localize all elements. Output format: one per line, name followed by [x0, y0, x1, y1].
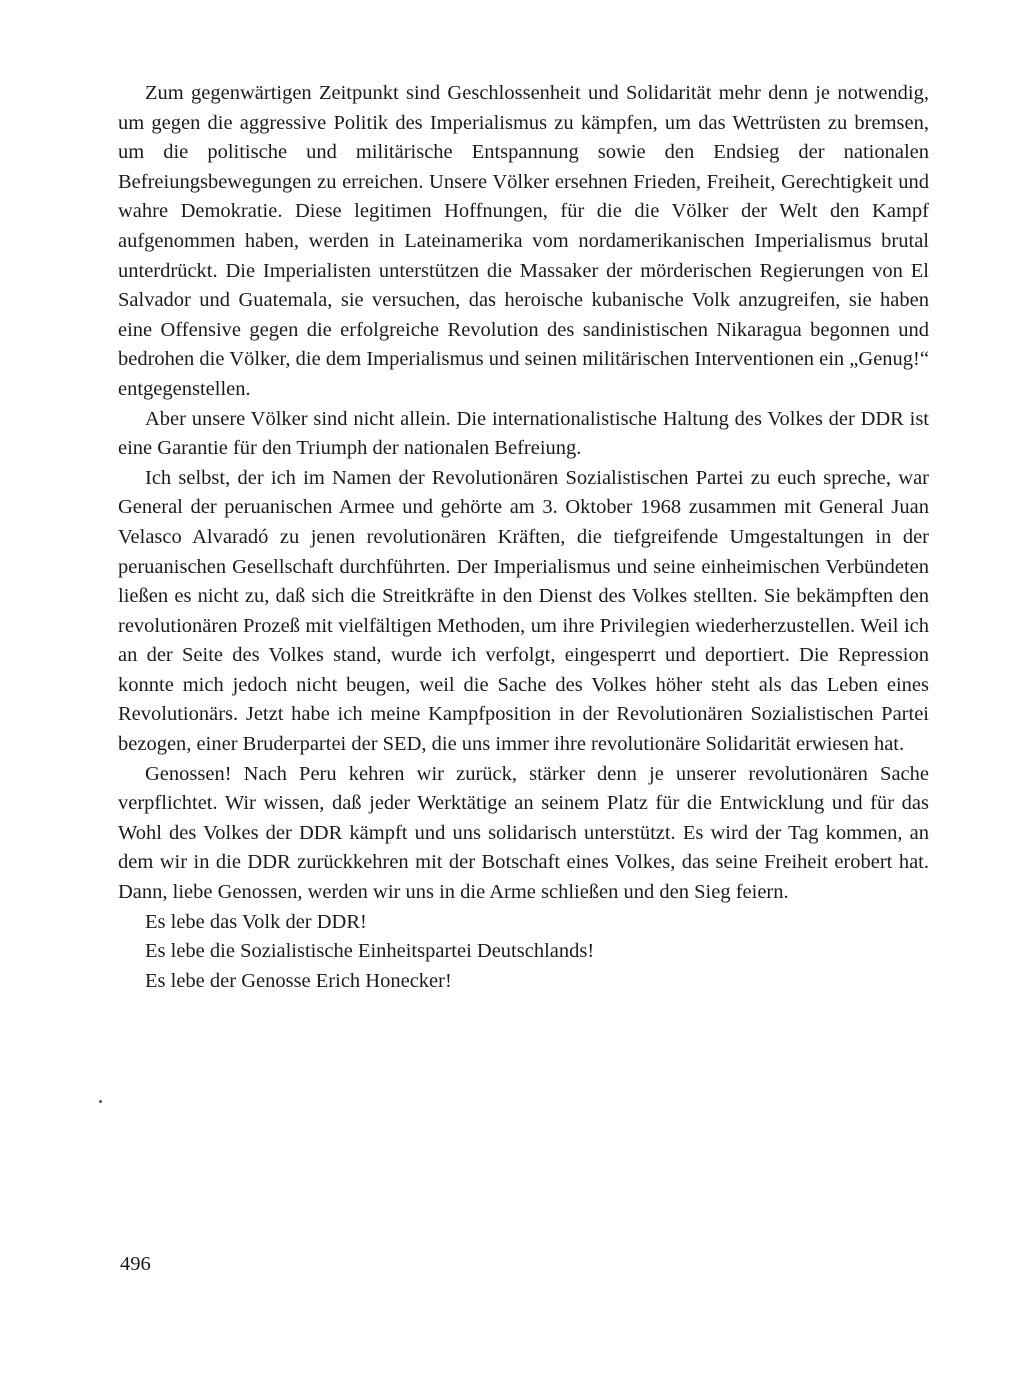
- print-speck: [99, 1100, 102, 1103]
- slogan-3: Es lebe der Genosse Erich Honecker!: [145, 969, 452, 992]
- paragraph-3: Ich selbst, der ich im Namen der Revolutionären Sozialistischen Partei zu euch spreche, war General der peruanischen Armee und gehörte am 3. Oktober 1968 zusammen mit General Juan Velasco Alvaradó zu jenen revolutionären Kräften, die tiefgreifende Umgestaltungen in der peruanischen Gesellschaft durchführten. Der Imperialismus und seine einheimischen Verbündeten ließen es nicht zu, daß sich die Streitkräfte in den Dienst des Volkes stellten. Sie bekämpften den revolutionären Prozeß mit vielfältigen Methoden, um ihre Privilegien wiederherzustellen. Weil ich an der Seite des Volkes stand, wurde ich verfolgt, eingesperrt und deportiert. Die Repression konnte mich jedoch nicht beugen, weil die Sache des Volkes höher steht als das Leben eines Revolutionärs. Jetzt habe ich meine Kampfposition in der Revolutionären Sozialistischen Partei bezogen, einer Bruderpartei der SED, die uns immer ihre revolutionäre Solidarität erwiesen hat.: [118, 466, 929, 756]
- slogan-1: Es lebe das Volk der DDR!: [145, 910, 367, 933]
- body-text: [118, 79, 929, 996]
- paragraph-1: Zum gegenwärtigen Zeitpunkt sind Geschlossenheit und Solidarität mehr denn je notwendig, um gegen die aggressive Politik des Imperialismus zu kämpfen, um das Wettrüsten zu bremsen, um die politische und militärische Entspannung sowie den Endsieg der nationalen Befreiungsbewegungen zu erreichen. Unsere Völker ersehnen Frieden, Freiheit, Gerechtigkeit und wahre Demokratie. Diese legitimen Hoffnungen, für die die Völker der Welt den Kampf aufgenommen haben, werden in Lateinamerika vom nordamerikanischen Imperialismus brutal unterdrückt. Die Imperialisten unterstützen die Massaker der mörderischen Regierungen von El Salvador und Guatemala, sie versuchen, das heroische kubanische Volk anzugreifen, sie haben eine Offensive gegen die erfolgreiche Revolution des sandinistischen Nikaragua begonnen und bedrohen die Völker, die dem Imperialismus und seinen militärischen Interventionen ein „Genug!“ entgegenstellen.: [118, 82, 929, 400]
- paragraph-4: Genossen! Nach Peru kehren wir zurück, stärker denn je unserer revolutionären Sache verpflichtet. Wir wissen, daß jeder Werktätige an seinem Platz für die Entwicklung und für das Wohl des Volkes der DDR kämpft und uns solidarisch unterstützt. Es wird der Tag kommen, an dem wir in die DDR zurückkehren mit der Botschaft eines Volkes, das seine Freiheit erobert hat. Dann, liebe Genossen, werden wir uns in die Arme schließen und den Sieg feiern.: [118, 762, 929, 904]
- paragraph-2: Aber unsere Völker sind nicht allein. Die internationalistische Haltung des Volkes der DDR ist eine Garantie für den Triumph der nationalen Befreiung.: [118, 407, 929, 460]
- slogan-2: Es lebe die Sozialistische Einheitspartei Deutschlands!: [145, 940, 595, 963]
- page-number: 496: [120, 1253, 151, 1275]
